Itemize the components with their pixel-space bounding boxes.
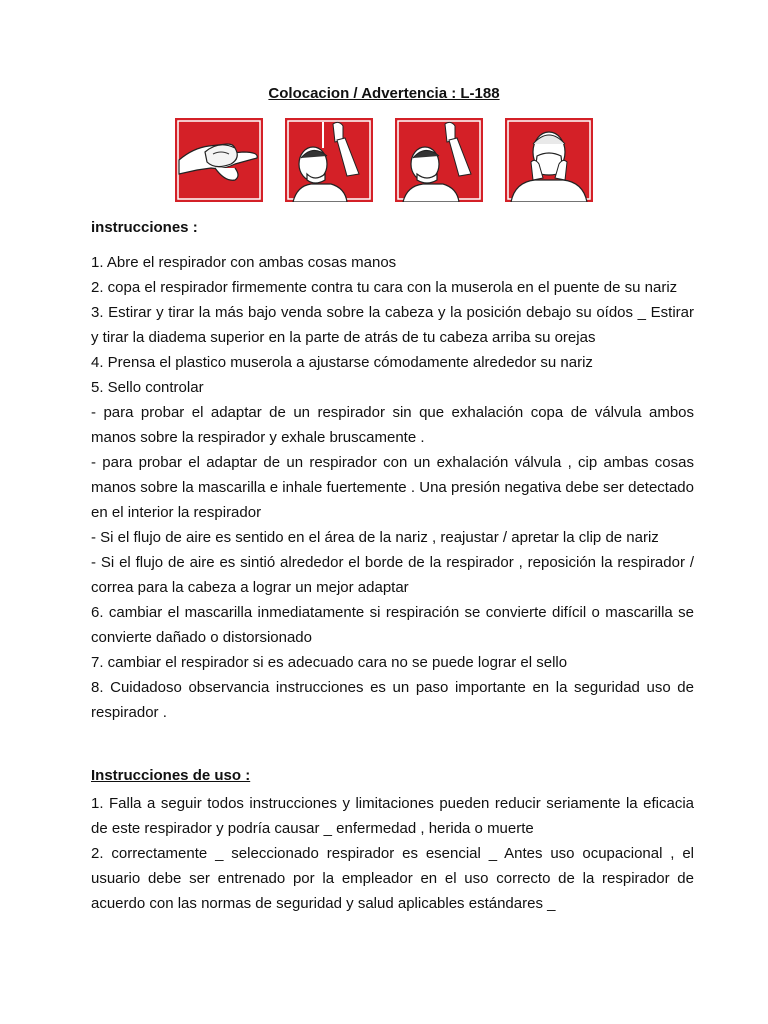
list-item: 3. Estirar y tirar la más bajo venda sobre la cabeza y la posición debajo su oídos _ Estirar y tirar la diadema superior en la parte de atrás de tu cabeza arriba su orejas: [91, 304, 694, 346]
list-item: 5. Sello controlar: [91, 379, 204, 396]
list-item: - Si el flujo de aire es sintió alrededor el borde de la respirador , reposición la respirador / correa para la cabeza a lograr un mejor adaptar: [91, 554, 694, 596]
list-item: 4. Prensa el plastico muserola a ajustarse cómodamente alrededor su nariz: [91, 354, 593, 371]
document-title: Colocacion / Advertencia : L-188: [268, 85, 500, 102]
instrucciones-heading: instrucciones :: [91, 219, 198, 236]
list-item: 1. Abre el respirador con ambas cosas manos: [91, 254, 397, 271]
checking-seal-icon: [505, 118, 593, 202]
list-item: 6. cambiar el mascarilla inmediatamente si respiración se convierte difícil o mascarilla se convierte dañado o distorsionado: [91, 604, 694, 646]
list-item: 8. Cuidadoso observancia instrucciones es un paso importante en la seguridad uso de respirador .: [91, 679, 694, 721]
list-item: 2. correctamente _ seleccionado respirador es esencial _ Antes uso ocupacional , el usuario debe ser entrenado por la empleador en el uso correcto de la respirador de acuerdo con las normas de seguridad y salud aplicables estándares _: [91, 845, 694, 912]
instrucciones-de-uso-heading: Instrucciones de uso :: [91, 767, 251, 784]
instrucciones-list: [91, 250, 694, 725]
instrucciones-de-uso-list: [91, 791, 694, 916]
list-item: 7. cambiar el respirador si es adecuado cara no se puede lograr el sello: [91, 654, 568, 671]
hands-holding-respirator-icon: [175, 118, 263, 202]
list-item: 2. copa el respirador firmemente contra tu cara con la muserola en el puente de su nariz: [91, 279, 678, 296]
list-item: - para probar el adaptar de un respirador con un exhalación válvula , cip ambas cosas manos sobre la mascarilla e inhale fuertemente . Una presión negativa debe ser detectado en el interior la respirador: [91, 454, 694, 521]
list-item: - para probar el adaptar de un respirador sin que exhalación copa de válvula ambos manos sobre la respirador y exhale bruscamente .: [91, 404, 694, 446]
list-item: 1. Falla a seguir todos instrucciones y limitaciones pueden reducir seriamente la eficacia de este respirador y podría causar _ enfermedad , herida o muerte: [91, 795, 694, 837]
instruction-pictograms: [175, 118, 595, 204]
adjusting-strap-icon: [395, 118, 483, 202]
list-item: - Si el flujo de aire es sentido en el área de la nariz , reajustar / apretar la clip de nariz: [91, 529, 659, 546]
pulling-strap-over-head-icon: [285, 118, 373, 202]
